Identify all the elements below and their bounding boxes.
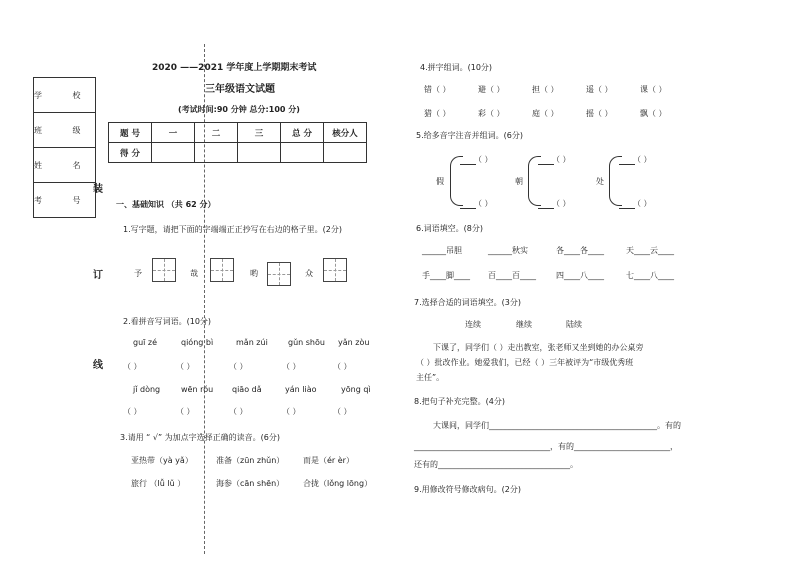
score-th: 总 分 bbox=[281, 123, 324, 143]
q6-item[interactable]: 四____八____ bbox=[556, 271, 604, 280]
answer-paren[interactable]: （ ） bbox=[123, 407, 142, 416]
score-th: 三 bbox=[238, 123, 281, 143]
q4-item[interactable]: 庭（ ） bbox=[532, 109, 559, 118]
q5-char: 朝 bbox=[515, 177, 523, 186]
score-cell[interactable] bbox=[324, 143, 367, 163]
q4-item[interactable]: 猎（ ） bbox=[424, 109, 451, 118]
pinyin: mǎn zúi bbox=[236, 338, 268, 347]
answer-paren[interactable]: （ ） bbox=[176, 362, 195, 371]
answer-paren[interactable]: （ ） bbox=[633, 199, 652, 208]
info-name: 姓 名 bbox=[34, 148, 96, 183]
q6-item[interactable]: 天____云____ bbox=[626, 246, 674, 255]
pinyin: jǐ dòng bbox=[133, 385, 161, 394]
q4-item[interactable]: 彩（ ） bbox=[478, 109, 505, 118]
binding-mark-zhuang: 装 bbox=[93, 184, 103, 195]
writing-grid[interactable] bbox=[323, 258, 347, 282]
pinyin: yōng qì bbox=[341, 385, 371, 394]
q7-text: 下课了，同学们（ ）走出教室，张老师又坐到她的办公桌旁 bbox=[433, 343, 644, 352]
pinyin: qiāo dǎ bbox=[232, 385, 262, 394]
info-school: 学 校 bbox=[34, 78, 96, 113]
q6-prompt: 6.词语填空。(8分) bbox=[416, 224, 483, 233]
q4-item[interactable]: 避（ ） bbox=[478, 85, 505, 94]
q3-prompt: 3.请用 “ √” 为加点字选择正确的读音。(6分) bbox=[120, 433, 280, 442]
q4-item[interactable]: 错（ ） bbox=[424, 85, 451, 94]
q1-prompt: 1.写字题，请把下面的字端端正正抄写在右边的格子里。(2分) bbox=[123, 225, 342, 234]
answer-paren[interactable]: （ ） bbox=[552, 199, 571, 208]
q6-item[interactable]: ______吊胆 bbox=[422, 246, 462, 255]
score-th: 题 号 bbox=[109, 123, 152, 143]
writing-grid[interactable] bbox=[267, 262, 291, 286]
q3-option[interactable]: 合拢（lǒng lōng） bbox=[303, 479, 373, 488]
q3-option[interactable]: 亚热带（yà yǎ） bbox=[131, 456, 193, 465]
q1-char: 众 bbox=[305, 269, 313, 278]
q4-item[interactable]: 课（ ） bbox=[640, 85, 667, 94]
q7-text: （ ）批改作业。她爱我们，已经（ ）三年被评为“市级优秀班 bbox=[416, 358, 634, 367]
exam-subtitle: 三年级语文试题 bbox=[205, 84, 275, 95]
q9-prompt: 9.用修改符号修改病句。(2分) bbox=[414, 485, 521, 494]
answer-paren[interactable]: （ ） bbox=[552, 155, 571, 164]
q5-prompt: 5.给多音字注音并组词。(6分) bbox=[416, 131, 523, 140]
score-table-header bbox=[109, 123, 367, 143]
q3-option[interactable]: 海参（cān shēn） bbox=[216, 479, 285, 488]
score-cell[interactable] bbox=[281, 143, 324, 163]
score-cell[interactable] bbox=[195, 143, 238, 163]
q4-prompt: 4.拼字组词。(10分) bbox=[420, 63, 493, 72]
binding-mark-ding: 订 bbox=[93, 270, 103, 281]
score-cell[interactable] bbox=[238, 143, 281, 163]
answer-paren[interactable]: （ ） bbox=[474, 199, 493, 208]
answer-paren[interactable]: （ ） bbox=[176, 407, 195, 416]
q8-text[interactable]: __________________________________，有的________________________， bbox=[414, 442, 678, 451]
pinyin: yǎn zòu bbox=[338, 338, 370, 347]
q5-char: 处 bbox=[596, 177, 604, 186]
pinyin: guī zé bbox=[133, 338, 158, 347]
answer-paren[interactable]: （ ） bbox=[474, 155, 493, 164]
info-class: 班 级 bbox=[34, 113, 96, 148]
q4-item[interactable]: 遥（ ） bbox=[586, 85, 613, 94]
q4-item[interactable]: 担（ ） bbox=[532, 85, 559, 94]
q1-char: 予 bbox=[134, 269, 142, 278]
answer-paren[interactable]: （ ） bbox=[333, 362, 352, 371]
score-row-label: 得 分 bbox=[109, 143, 152, 163]
score-table-row bbox=[109, 143, 367, 163]
q8-prompt: 8.把句子补充完整。(4分) bbox=[414, 397, 505, 406]
answer-paren[interactable]: （ ） bbox=[282, 362, 301, 371]
q5-char: 假 bbox=[436, 177, 444, 186]
q1-char: 哟 bbox=[250, 269, 258, 278]
answer-paren[interactable]: （ ） bbox=[229, 407, 248, 416]
score-th: 一 bbox=[152, 123, 195, 143]
q6-item[interactable]: 手____脚____ bbox=[422, 271, 470, 280]
score-cell[interactable] bbox=[152, 143, 195, 163]
section1-heading: 一、基础知识 （共 62 分） bbox=[116, 200, 216, 209]
q8-text[interactable]: 大课间，同学们__________________________________________。有的 bbox=[433, 421, 681, 430]
q7-text: 主任”。 bbox=[416, 373, 445, 382]
q4-item[interactable]: 摇（ ） bbox=[586, 109, 613, 118]
score-table bbox=[108, 122, 367, 163]
writing-grid[interactable] bbox=[210, 258, 234, 282]
pinyin: gǔn shōu bbox=[288, 338, 325, 347]
binding-line bbox=[204, 44, 205, 554]
pinyin: yán liào bbox=[285, 385, 317, 394]
q7-prompt: 7.选择合适的词语填空。(3分) bbox=[414, 298, 521, 307]
q8-text[interactable]: 还有的_________________________________。 bbox=[414, 460, 578, 469]
answer-paren[interactable]: （ ） bbox=[229, 362, 248, 371]
answer-paren[interactable]: （ ） bbox=[333, 407, 352, 416]
q3-option[interactable]: 而是（ér èr） bbox=[303, 456, 354, 465]
answer-paren[interactable]: （ ） bbox=[282, 407, 301, 416]
binding-mark-xian: 线 bbox=[93, 360, 103, 371]
pinyin: qióng bì bbox=[181, 338, 214, 347]
pinyin: wēn róu bbox=[181, 385, 214, 394]
writing-grid[interactable] bbox=[152, 258, 176, 282]
q6-item[interactable]: 各____各____ bbox=[556, 246, 604, 255]
q3-option[interactable]: 准备（zūn zhǔn） bbox=[216, 456, 285, 465]
score-th: 二 bbox=[195, 123, 238, 143]
student-info-box bbox=[33, 77, 96, 218]
q6-item[interactable]: 百____百____ bbox=[488, 271, 536, 280]
q3-option[interactable]: 旅行 （lǚ lǔ ） bbox=[131, 479, 186, 488]
answer-paren[interactable]: （ ） bbox=[123, 362, 142, 371]
q1-char: 哉 bbox=[190, 269, 198, 278]
q2-prompt: 2.看拼音写词语。(10分) bbox=[123, 317, 212, 326]
q4-item[interactable]: 飘（ ） bbox=[640, 109, 667, 118]
q7-word: 继续 bbox=[516, 320, 532, 329]
exam-title: 2020 ——2021 学年度上学期期末考试 bbox=[152, 63, 317, 73]
q6-item[interactable]: ______秋实 bbox=[488, 246, 528, 255]
score-th: 核分人 bbox=[324, 123, 367, 143]
info-id: 考 号 bbox=[34, 183, 96, 218]
answer-paren[interactable]: （ ） bbox=[633, 155, 652, 164]
q7-word: 陆续 bbox=[566, 320, 582, 329]
q7-word: 连续 bbox=[465, 320, 481, 329]
q6-item[interactable]: 七____八____ bbox=[626, 271, 674, 280]
exam-info: (考试时间:90 分钟 总分:100 分) bbox=[178, 105, 300, 114]
